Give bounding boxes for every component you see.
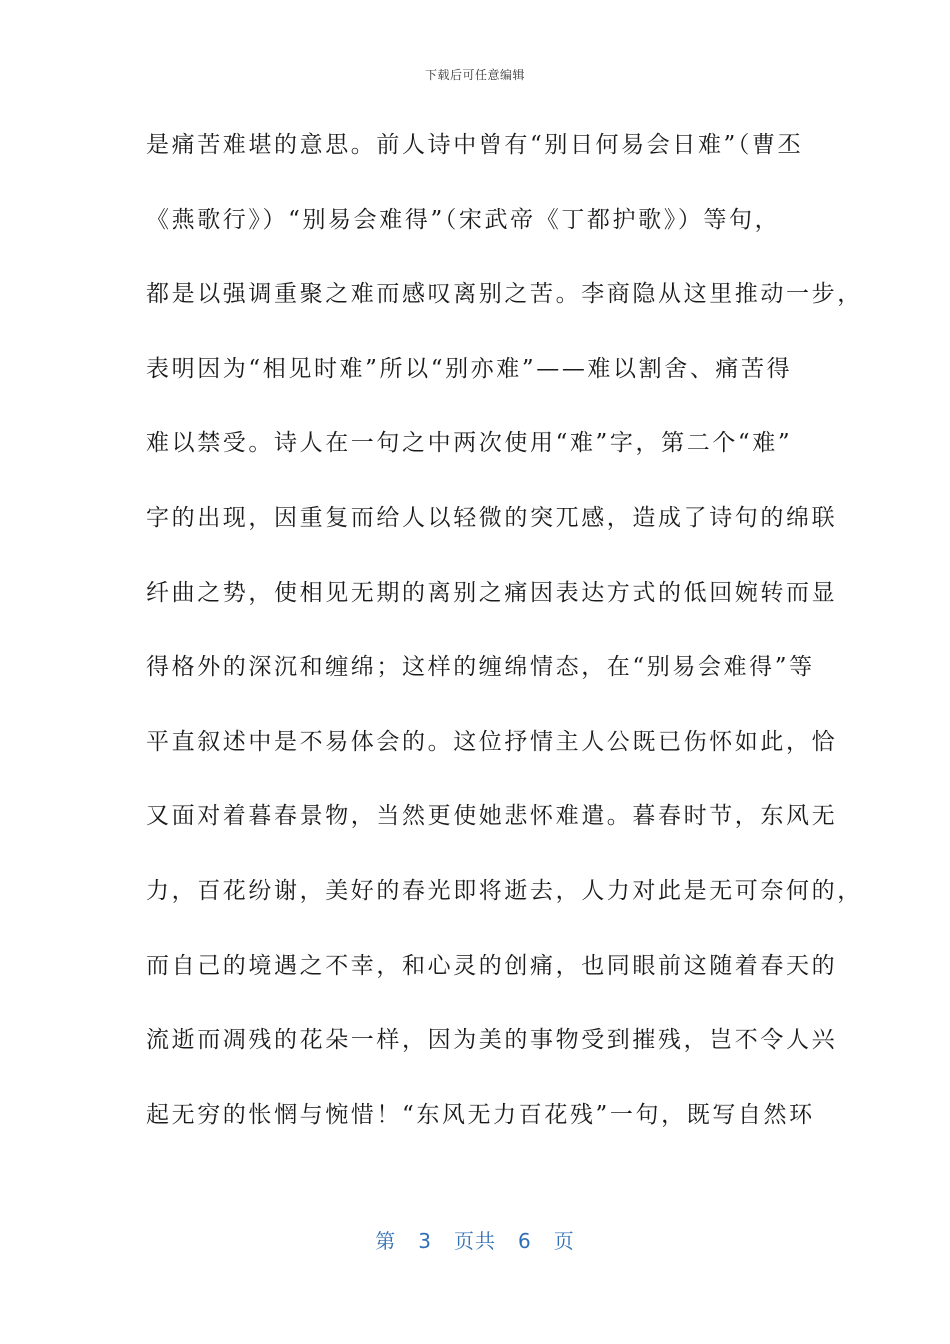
text-line: 力，百花纷谢，美好的春光即将逝去，人力对此是无可奈何的， bbox=[146, 877, 863, 904]
text-line: 《燕歌行》）“别易会难得”（宋武帝《丁都护歌》）等句， bbox=[146, 206, 781, 233]
page-header: 下载后可任意编辑 bbox=[424, 68, 525, 82]
footer-suffix: 页 bbox=[553, 1229, 575, 1253]
text-line: 平直叙述中是不易体会的。这位抒情主人公既已伤怀如此，恰 bbox=[146, 728, 838, 755]
text-line: 纤曲之势，使相见无期的离别之痛因表达方式的低回婉转而显 bbox=[146, 579, 838, 606]
text-line: 起无穷的怅惘与惋惜！“东风无力百花残”一句，既写自然环 bbox=[146, 1101, 815, 1128]
text-line: 得格外的深沉和缠绵；这样的缠绵情态，在“别易会难得”等 bbox=[146, 654, 815, 681]
total-page-number: 6 bbox=[518, 1229, 532, 1253]
page-footer bbox=[0, 1225, 950, 1254]
text-line: 难以禁受。诗人在一句之中两次使用“难”字，第二个“难” bbox=[146, 430, 793, 457]
text-line: 字的出现，因重复而给人以轻微的突兀感，造成了诗句的绵联 bbox=[146, 504, 838, 531]
text-line: 而自己的境遇之不幸，和心灵的创痛，也同眼前这随着春天的 bbox=[146, 952, 838, 979]
text-line: 都是以强调重聚之难而感叹离别之苦。李商隐从这里推动一步， bbox=[146, 281, 863, 308]
text-line: 表明因为“相见时难”所以“别亦难”——难以割舍、痛苦得 bbox=[146, 355, 793, 382]
footer-middle: 页共 bbox=[454, 1229, 496, 1253]
text-line: 流逝而凋残的花朵一样，因为美的事物受到摧残，岂不令人兴 bbox=[146, 1027, 838, 1054]
body-text bbox=[146, 122, 863, 1166]
footer-prefix: 第 bbox=[375, 1229, 397, 1253]
text-line: 又面对着暮春景物，当然更使她悲怀难遣。暮春时节，东风无 bbox=[146, 803, 838, 830]
text-line: 是痛苦难堪的意思。前人诗中曾有“别日何易会日难”（曹丕 bbox=[146, 132, 804, 158]
current-page-number: 3 bbox=[418, 1229, 432, 1253]
